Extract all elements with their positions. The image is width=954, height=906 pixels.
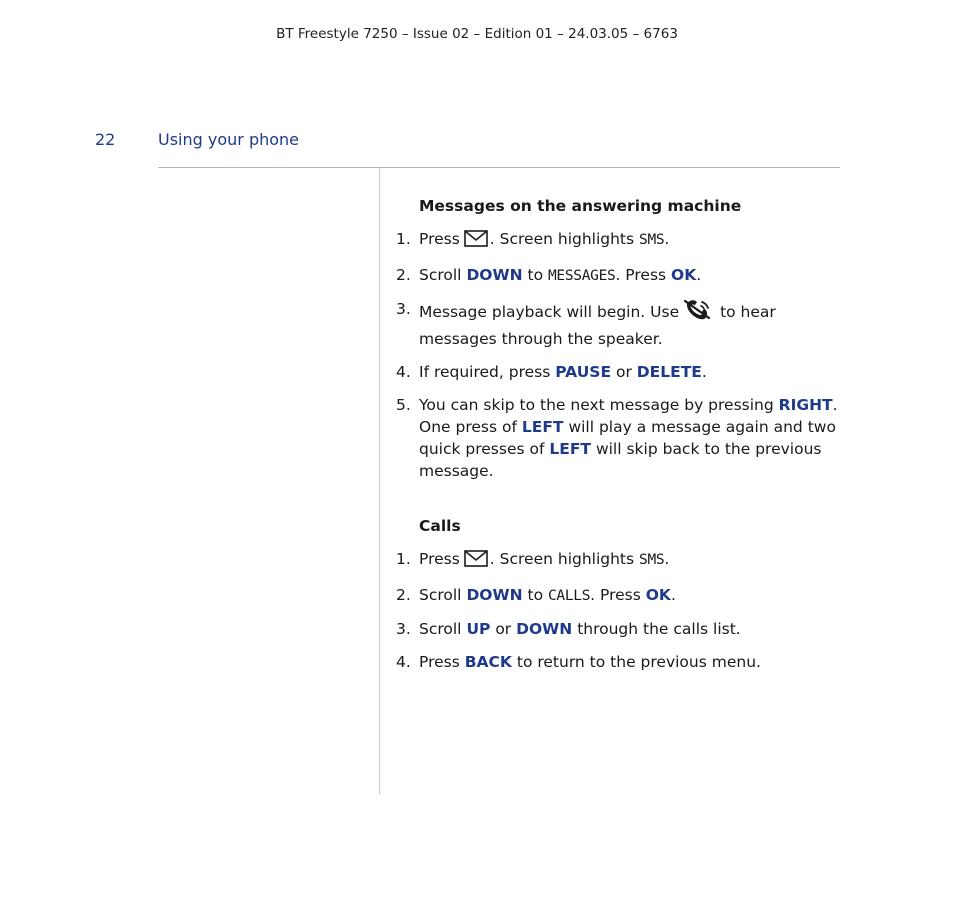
list-item [396,618,840,640]
list-item [396,361,840,383]
step-text: or [615,363,632,381]
step-text: . Screen highlights [489,230,635,248]
list-item [396,394,840,482]
step-text: through the calls list. [577,620,741,638]
key-label: LEFT [549,440,592,458]
key-label: DOWN [516,620,573,638]
step-number: 1. [396,230,411,248]
step-text: . Press [615,266,667,284]
key-label: PAUSE [555,363,612,381]
key-label: DOWN [466,586,523,604]
lcd-text: SMS [639,552,665,568]
key-label: OK [671,266,697,284]
step-text: Press [419,550,460,568]
key-label: OK [645,586,671,604]
step-text: Scroll [419,266,462,284]
header-rule [158,167,840,168]
step-text: or [495,620,512,638]
step-text: to [527,266,544,284]
step-text: . One press of [419,396,838,436]
speaker-icon [683,298,713,328]
list-item [396,651,840,673]
step-text: Message playback will begin. Use [419,303,680,321]
step-text: to [527,586,544,604]
step-text: to return to the previous menu. [516,653,761,671]
lcd-text: SMS [639,232,665,248]
step-text: If required, press [419,363,551,381]
step-text: . [701,363,707,381]
envelope-icon [464,230,488,253]
step-text: will play a message again and two quick presses of [419,418,836,458]
lcd-text: CALLS [548,588,591,604]
key-label: RIGHT [778,396,833,414]
key-label: DELETE [636,363,702,381]
step-number: 3. [396,620,411,638]
main-content [396,195,840,684]
column-divider [379,168,380,794]
step-text: Scroll [419,620,462,638]
step-number: 1. [396,550,411,568]
section-title: Using your phone [158,130,300,149]
calls-heading: Calls [419,517,461,535]
page-number: 22 [95,130,116,149]
key-label: BACK [464,653,512,671]
step-text: . Screen highlights [489,550,635,568]
step-text: Press [419,653,460,671]
list-item [396,298,840,350]
key-label: DOWN [466,266,523,284]
key-label: UP [466,620,491,638]
list-item [396,584,840,607]
list-item [396,548,840,573]
step-number: 5. [396,396,411,414]
lcd-text: MESSAGES [548,268,616,284]
step-text: Scroll [419,586,462,604]
calls-steps [396,548,840,673]
step-text: . [664,230,670,248]
step-text: . Press [590,586,641,604]
step-text: . [664,550,670,568]
step-text: . [696,266,702,284]
key-label: LEFT [521,418,564,436]
step-number: 2. [396,586,411,604]
step-number: 4. [396,363,411,381]
step-number: 4. [396,653,411,671]
document-header: BT Freestyle 7250 – Issue 02 – Edition 01 – 24.03.05 – 6763 [276,26,678,42]
list-item [396,228,840,253]
envelope-icon [464,550,488,573]
step-text: You can skip to the next message by pressing [419,396,774,414]
step-text: . [670,586,676,604]
step-number: 3. [396,300,411,318]
step-text: will skip back to the previous message. [419,440,822,480]
step-number: 2. [396,266,411,284]
messages-steps [396,228,840,482]
step-text: to hear messages through the speaker. [419,303,776,348]
list-item [396,264,840,287]
messages-heading: Messages on the answering machine [419,197,742,215]
step-text: Press [419,230,460,248]
